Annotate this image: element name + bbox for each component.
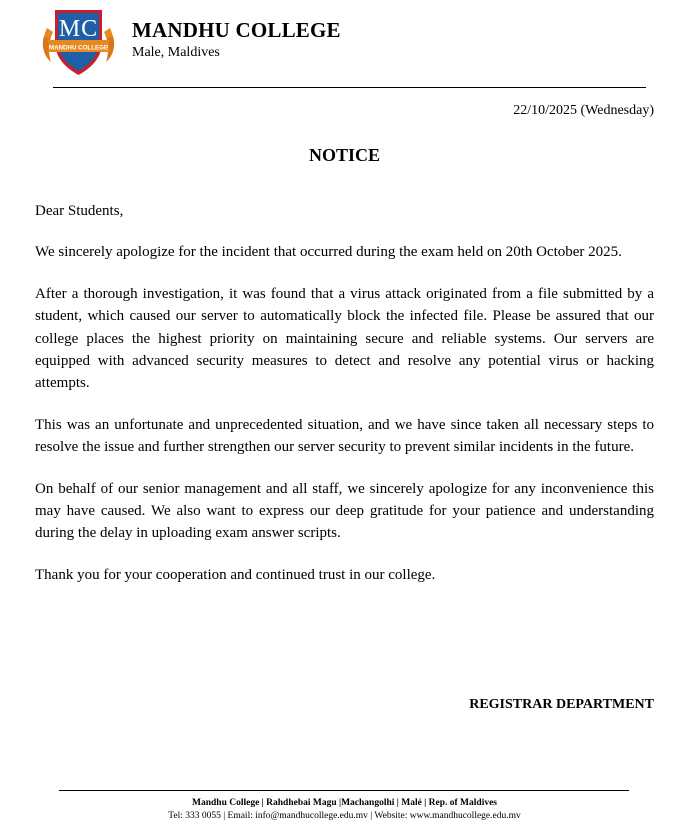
signature: REGISTRAR DEPARTMENT: [469, 697, 654, 712]
paragraph-gratitude: On behalf of our senior management and all staff, we sincerely apologize for any inconvenience this may have caused. We also want to express our deep gratitude for your patience and understanding during the delay in uploading exam answer scripts.: [35, 480, 654, 542]
footer-divider: [59, 790, 629, 791]
paragraph-closing: Thank you for your cooperation and continued trust in our college.: [35, 566, 436, 583]
footer-contact: Tel: 333 0055 | Email: info@mandhucollege.edu.mv | Website: www.mandhucollege.edu.mv: [168, 811, 521, 821]
college-crest-icon: [41, 6, 116, 78]
college-location: Male, Maldives: [132, 45, 220, 60]
footer-address: Mandhu College | Rahdhebai Magu |Machangolhi | Malé | Rep. of Maldives: [192, 798, 497, 808]
logo-banner-text: MANDHU COLLEGE: [48, 44, 109, 52]
header-divider: [53, 87, 646, 88]
paragraph-resolution: This was an unfortunate and unprecedented situation, and we have since taken all necessary steps to resolve the issue and further strengthen our server security to prevent similar incidents in the future.: [35, 416, 654, 456]
paragraph-investigation: After a thorough investigation, it was found that a virus attack originated from a file submitted by a student, which caused our server to automatically block the infected file. Please be assured that our college places the highest priority on maintaining secure and reliable systems. Our servers are equipped with advanced security measures to detect and resolve any potential virus or hacking attempts.: [35, 285, 654, 392]
notice-date: 22/10/2025 (Wednesday): [513, 103, 654, 118]
logo-letters: MC: [58, 16, 99, 42]
college-name: MANDHU COLLEGE: [132, 18, 341, 42]
paragraph-apology: We sincerely apologize for the incident that occurred during the exam held on 20th October 2025.: [35, 244, 622, 261]
salutation: Dear Students,: [35, 203, 124, 219]
notice-title: NOTICE: [308, 145, 380, 165]
notice-body: [35, 200, 654, 605]
